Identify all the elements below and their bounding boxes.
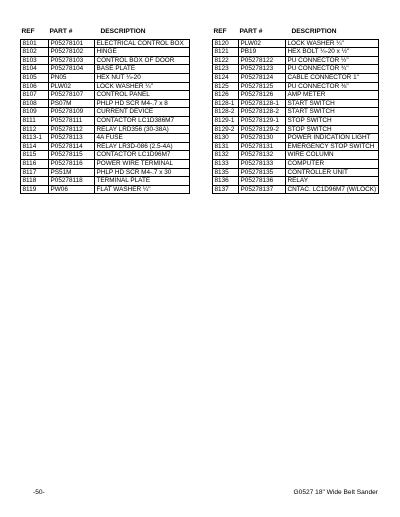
part-number-cell: P05278132 <box>239 151 286 160</box>
table-row <box>21 116 190 125</box>
ref-cell: 8121 <box>213 48 239 57</box>
part-number-cell: P05278103 <box>49 56 95 65</box>
part-number-cell: P05278130 <box>239 134 286 143</box>
description-cell: START SWITCH <box>286 108 379 117</box>
header-ref: REF <box>213 28 227 35</box>
ref-cell: 8129-2 <box>213 125 239 134</box>
ref-cell: 8128-2 <box>213 108 239 117</box>
ref-cell: 8131 <box>213 142 239 151</box>
ref-cell: 8129-1 <box>213 116 239 125</box>
description-cell: PHLP HD SCR M4-.7 x 30 <box>95 168 190 177</box>
description-cell: POWER WIRE TERMINAL <box>95 159 190 168</box>
table-row <box>213 91 379 100</box>
ref-cell: 8128-1 <box>213 99 239 108</box>
header-description: DESCRIPTION <box>291 28 337 35</box>
part-number-cell: P05278101 <box>49 39 95 48</box>
table-row <box>213 39 379 48</box>
table-row <box>213 134 379 143</box>
description-cell: PU CONNECTOR ½" <box>286 56 379 65</box>
table-row <box>213 73 379 82</box>
ref-cell: 8133 <box>213 159 239 168</box>
table-row <box>213 142 379 151</box>
part-number-cell: P05278125 <box>239 82 286 91</box>
part-number-cell: P05278116 <box>49 159 95 168</box>
description-cell: CONTROLLER UNIT <box>286 168 379 177</box>
part-number-cell: P05278102 <box>49 48 95 57</box>
ref-cell: 8120 <box>213 39 239 48</box>
description-cell: HEX NUT ¼-20 <box>95 73 190 82</box>
table-row <box>213 159 379 168</box>
description-cell: LOCK WASHER ¼" <box>286 39 379 48</box>
part-number-cell: PW06 <box>49 185 95 194</box>
table-row <box>213 116 379 125</box>
part-number-cell: P05278126 <box>239 91 286 100</box>
parts-table-right <box>212 28 379 194</box>
ref-cell: 8114 <box>21 142 49 151</box>
description-cell: RELAY <box>286 177 379 186</box>
ref-cell: 8117 <box>21 168 49 177</box>
table-row <box>21 56 190 65</box>
ref-cell: 8104 <box>21 65 49 74</box>
description-cell: CONTROL BOX OF DOOR <box>95 56 190 65</box>
description-cell: PU CONNECTOR ¾" <box>286 65 379 74</box>
ref-cell: 8118 <box>21 177 49 186</box>
table-row <box>213 108 379 117</box>
description-cell: ELECTRICAL CONTROL BOX <box>95 39 190 48</box>
table-header-row <box>213 28 379 39</box>
ref-cell: 8136 <box>213 177 239 186</box>
part-number-cell: P05278122 <box>239 56 286 65</box>
table-row <box>21 73 190 82</box>
table-row <box>213 82 379 91</box>
table-row <box>21 134 190 143</box>
part-number-cell: P05278136 <box>239 177 286 186</box>
description-cell: PU CONNECTOR ⅜" <box>286 82 379 91</box>
part-number-cell: P05278131 <box>239 142 286 151</box>
table-row <box>21 48 190 57</box>
description-cell: POWER INDICATION LIGHT <box>286 134 379 143</box>
description-cell: RELAY LRD356 (30-38A) <box>95 125 190 134</box>
part-number-cell: P05278129-1 <box>239 116 286 125</box>
header-ref: REF <box>21 28 35 35</box>
table-header-row <box>21 28 190 39</box>
ref-cell: 8130 <box>213 134 239 143</box>
table-row <box>213 151 379 160</box>
table-row <box>21 177 190 186</box>
table-row <box>213 56 379 65</box>
description-cell: LOCK WASHER ¼" <box>95 82 190 91</box>
part-number-cell: P05278128-2 <box>239 108 286 117</box>
description-cell: RELAY LR3D-086 (2.5-4A) <box>95 142 190 151</box>
ref-cell: 8109 <box>21 108 49 117</box>
ref-cell: 8105 <box>21 73 49 82</box>
table-row <box>213 125 379 134</box>
part-number-cell: P05278133 <box>239 159 286 168</box>
description-cell: CURRENT DEVICE <box>95 108 190 117</box>
description-cell: STOP SWITCH <box>286 116 379 125</box>
description-cell: CONTACTOR LC1D96M7 <box>95 151 190 160</box>
table-row <box>21 185 190 194</box>
ref-cell: 8137 <box>213 185 239 194</box>
header-part: PART # <box>239 28 263 35</box>
ref-cell: 8107 <box>21 91 49 100</box>
ref-cell: 8113-1 <box>21 134 49 143</box>
description-cell: FLAT WASHER ¼" <box>95 185 190 194</box>
part-number-cell: PS07M <box>49 99 95 108</box>
part-number-cell: P05278112 <box>49 125 95 134</box>
table-row <box>213 99 379 108</box>
part-number-cell: P05278109 <box>49 108 95 117</box>
description-cell: 4A FUSE <box>95 134 190 143</box>
ref-cell: 8125 <box>213 82 239 91</box>
ref-cell: 8116 <box>21 159 49 168</box>
table-row <box>21 125 190 134</box>
ref-cell: 8106 <box>21 82 49 91</box>
part-number-cell: PLW02 <box>49 82 95 91</box>
part-number-cell: P05278129-2 <box>239 125 286 134</box>
ref-cell: 8124 <box>213 73 239 82</box>
description-cell: START SWITCH <box>286 99 379 108</box>
table-row <box>21 159 190 168</box>
ref-cell: 8115 <box>21 151 49 160</box>
parts-table-left <box>20 28 190 194</box>
part-number-cell: P05278124 <box>239 73 286 82</box>
description-cell: CABLE CONNECTOR 1" <box>286 73 379 82</box>
table-row <box>21 168 190 177</box>
description-cell: WIRE COLUMN <box>286 151 379 160</box>
part-number-cell: P05278123 <box>239 65 286 74</box>
ref-cell: 8123 <box>213 65 239 74</box>
description-cell: HEX BOLT ¼-20 x ½" <box>286 48 379 57</box>
part-number-cell: P05278113 <box>49 134 95 143</box>
page-number: -50- <box>33 489 45 496</box>
table-row <box>21 82 190 91</box>
description-cell: CNTAC. LC1D96M7 (W/LOCK) <box>286 185 379 194</box>
description-cell: COMPUTER <box>286 159 379 168</box>
part-number-cell: P05278114 <box>49 142 95 151</box>
description-cell: STOP SWITCH <box>286 125 379 134</box>
table-row <box>21 151 190 160</box>
table-row <box>21 91 190 100</box>
ref-cell: 8112 <box>21 125 49 134</box>
part-number-cell: P05278128-1 <box>239 99 286 108</box>
part-number-cell: PS51M <box>49 168 95 177</box>
ref-cell: 8111 <box>21 116 49 125</box>
description-cell: BASE PLATE <box>95 65 190 74</box>
part-number-cell: P05278135 <box>239 168 286 177</box>
ref-cell: 8122 <box>213 56 239 65</box>
table-row <box>213 185 379 194</box>
part-number-cell: P05278111 <box>49 116 95 125</box>
description-cell: PHLP HD SCR M4-.7 x 8 <box>95 99 190 108</box>
model-title: G0527 18" Wide Belt Sander <box>293 489 378 496</box>
table-row <box>21 39 190 48</box>
ref-cell: 8119 <box>21 185 49 194</box>
part-number-cell: P05278118 <box>49 177 95 186</box>
description-cell: CONTROL PANEL <box>95 91 190 100</box>
part-number-cell: P05278115 <box>49 151 95 160</box>
table-row <box>21 65 190 74</box>
table-row <box>21 99 190 108</box>
part-number-cell: P05278137 <box>239 185 286 194</box>
description-cell: TERMINAL PLATE <box>95 177 190 186</box>
ref-cell: 8101 <box>21 39 49 48</box>
table-row <box>213 65 379 74</box>
part-number-cell: P05278107 <box>49 91 95 100</box>
part-number-cell: P05278104 <box>49 65 95 74</box>
table-row <box>21 108 190 117</box>
table-row <box>213 177 379 186</box>
ref-cell: 8108 <box>21 99 49 108</box>
ref-cell: 8126 <box>213 91 239 100</box>
ref-cell: 8102 <box>21 48 49 57</box>
ref-cell: 8135 <box>213 168 239 177</box>
header-description: DESCRIPTION <box>100 28 146 35</box>
ref-cell: 8103 <box>21 56 49 65</box>
table-row <box>21 142 190 151</box>
description-cell: CONTACTOR LC1D386M7 <box>95 116 190 125</box>
header-part: PART # <box>49 28 73 35</box>
table-row <box>213 48 379 57</box>
table-row <box>213 168 379 177</box>
part-number-cell: PLW02 <box>239 39 286 48</box>
part-number-cell: PB19 <box>239 48 286 57</box>
description-cell: AMP METER <box>286 91 379 100</box>
description-cell: HINGE <box>95 48 190 57</box>
ref-cell: 8132 <box>213 151 239 160</box>
description-cell: EMERGENCY STOP SWITCH <box>286 142 379 151</box>
part-number-cell: PN05 <box>49 73 95 82</box>
